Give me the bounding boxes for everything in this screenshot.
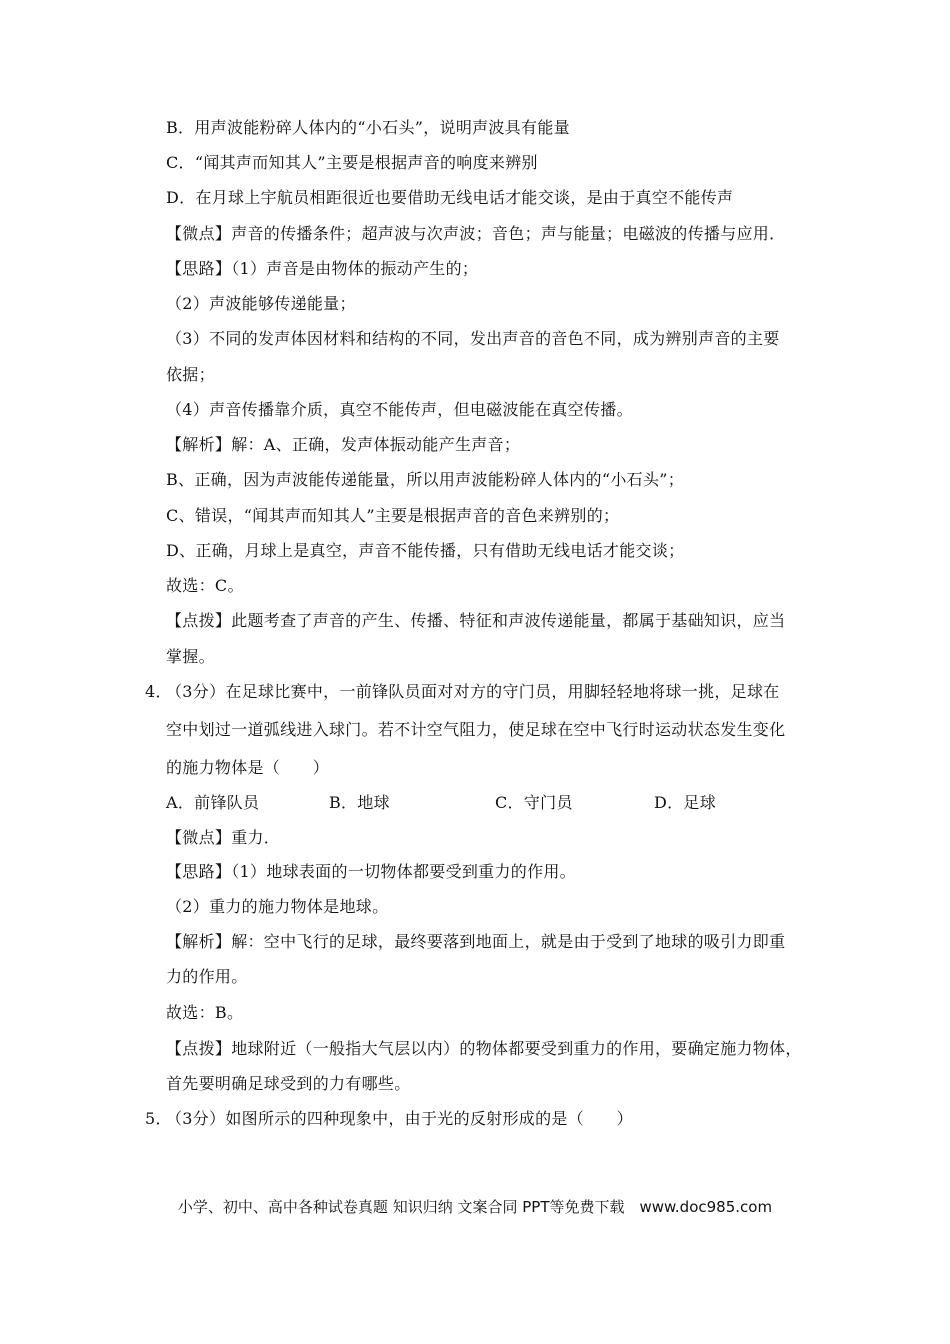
q4-stem-1: （3分）在足球比赛中，一前锋队员面对对方的守门员，用脚轻轻地将球一挑，足球在 — [166, 682, 780, 701]
q4-stem-2: 空中划过一道弧线进入球门。若不计空气阻力，使足球在空中飞行时运动状态发生变化 — [166, 720, 786, 739]
q4-dianbo-a: 【点拨】地球附近（一般指大气层以内）的物体都要受到重力的作用，要确定施力物体， — [166, 1039, 802, 1058]
q4-answer: 故选：B。 — [166, 1003, 244, 1022]
q3-weidian: 【微点】声音的传播条件；超声波与次声波；音色；声与能量；电磁波的传播与应用． — [166, 224, 786, 243]
q3-option-b: B．用声波能粉碎人体内的“小石头”，说明声波具有能量 — [166, 118, 570, 137]
q4-stem-3: 的施力物体是（ ） — [166, 758, 330, 777]
q4-option-d: D．足球 — [654, 793, 717, 812]
q3-silu-3b: 依据； — [166, 365, 215, 384]
q3-dianbo-b: 掌握。 — [166, 647, 215, 666]
q3-answer: 故选：C。 — [166, 576, 244, 595]
q4-option-b: B．地球 — [329, 793, 390, 812]
q3-silu-1: 【思路】（1）声音是由物体的振动产生的； — [166, 259, 479, 278]
q3-option-c: C．“闻其声而知其人”主要是根据声音的响度来辨别 — [166, 153, 538, 172]
q3-silu-3a: （3）不同的发声体因材料和结构的不同，发出声音的音色不同，成为辨别声音的主要 — [166, 329, 780, 348]
q3-option-d: D．在月球上宇航员相距很近也要借助无线电话才能交谈，是由于真空不能传声 — [166, 188, 734, 207]
q3-silu-2: （2）声波能够传递能量； — [166, 294, 356, 313]
q4-jiexi-b: 力的作用。 — [166, 967, 248, 986]
q3-jiexi-4: D、正确，月球上是真空，声音不能传播，只有借助无线电话才能交谈； — [166, 541, 685, 560]
q3-dianbo-a: 【点拨】此题考查了声音的产生、传播、特征和声波传递能量，都属于基础知识，应当 — [166, 611, 786, 630]
q3-jiexi-2: B、正确，因为声波能传递能量，所以用声波能粉碎人体内的“小石头”； — [166, 470, 685, 489]
q4-option-c: C．守门员 — [495, 793, 573, 812]
q3-jiexi-3: C、错误，“闻其声而知其人”主要是根据声音的音色来辨别的； — [166, 506, 620, 525]
q5-number: 5． — [145, 1109, 172, 1128]
q4-silu-1: 【思路】（1）地球表面的一切物体都要受到重力的作用。 — [166, 862, 576, 881]
page-footer: 小学、初中、高中各种试卷真题 知识归纳 文案合同 PPT等免费下载 www.doc985.com — [177, 1198, 773, 1216]
q4-silu-2: （2）重力的施力物体是地球。 — [166, 897, 389, 916]
q4-option-a: A．前锋队员 — [166, 793, 260, 812]
q3-silu-4: （4）声音传播靠介质，真空不能传声，但电磁波能在真空传播。 — [166, 400, 633, 419]
q4-weidian: 【微点】重力． — [166, 828, 281, 847]
q4-dianbo-b: 首先要明确足球受到的力有哪些。 — [166, 1074, 411, 1093]
q4-jiexi-a: 【解析】解：空中飞行的足球，最终要落到地面上，就是由于受到了地球的吸引力即重 — [166, 932, 786, 951]
q3-jiexi-1: 【解析】解：A、正确，发声体振动能产生声音； — [166, 435, 521, 454]
q5-stem: （3分）如图所示的四种现象中，由于光的反射形成的是（ ） — [166, 1109, 633, 1128]
q4-options — [166, 792, 716, 814]
q4-number: 4． — [145, 682, 172, 701]
